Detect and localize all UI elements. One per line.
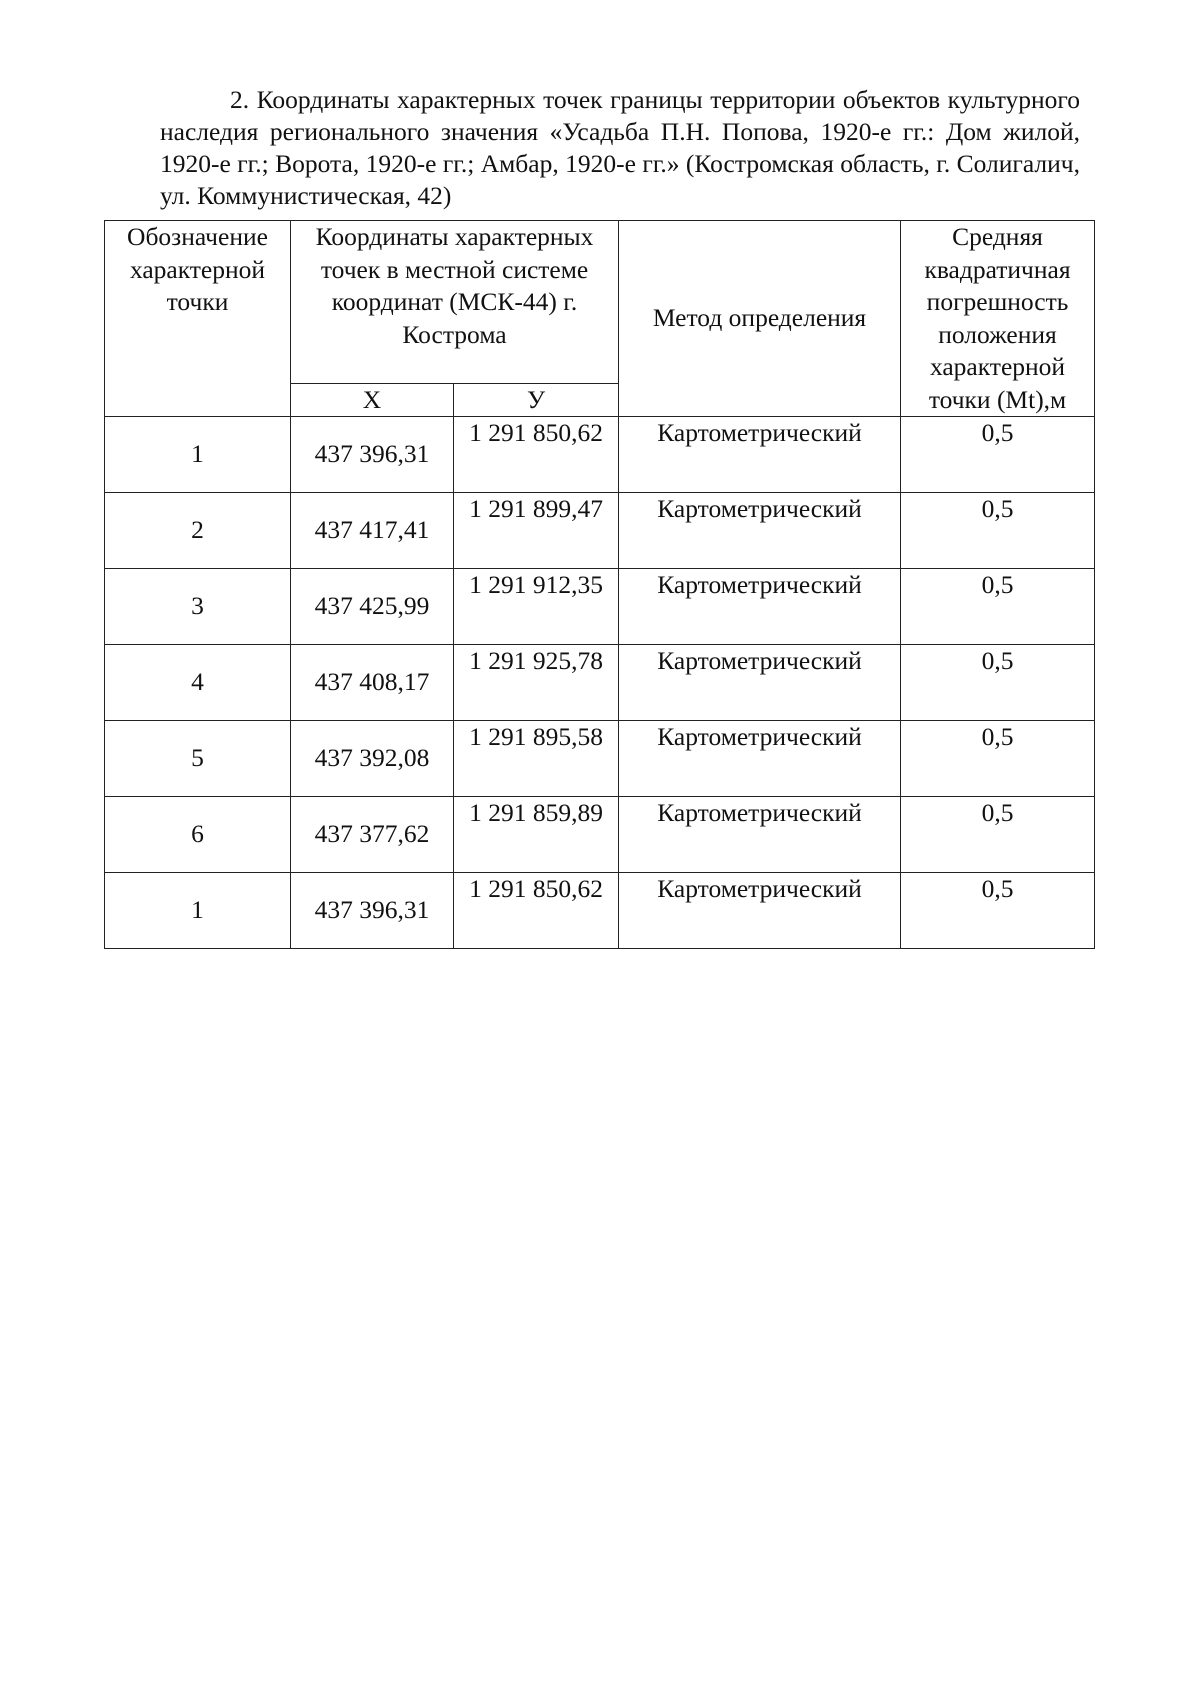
document-heading: 2. Координаты характерных точек границы территории объектов культурного наследия регионального значения «Усадьба П.Н. Попова, 1920-е гг.: Дом жилой, 1920-е гг.; Ворота, 1920-е гг.; Амбар, 1920-е гг.» (Костромская область, г. Солигалич, ул. Коммунистическая, 42) [160,84,1080,210]
table-row [105,569,1095,645]
point-cell: 5 [105,721,291,797]
method-cell: Картометрический [619,721,901,797]
header-y: У [454,383,619,417]
error-cell: 0,5 [901,645,1095,721]
method-cell: Картометрический [619,417,901,493]
error-cell: 0,5 [901,797,1095,873]
error-cell: 0,5 [901,721,1095,797]
point-cell: 6 [105,797,291,873]
table-row [105,797,1095,873]
x-coordinate-cell: 437 425,99 [291,569,454,645]
y-coordinate-cell: 1 291 899,47 [454,493,619,569]
y-coordinate-cell: 1 291 859,89 [454,797,619,873]
method-cell: Картометрический [619,645,901,721]
error-cell: 0,5 [901,569,1095,645]
point-cell: 3 [105,569,291,645]
y-coordinate-cell: 1 291 850,62 [454,417,619,493]
x-coordinate-cell: 437 396,31 [291,873,454,949]
y-coordinate-cell: 1 291 912,35 [454,569,619,645]
header-coordinates: Координаты характерных точек в местной системе координат (МСК-44) г. Кострома [291,221,619,384]
table-row [105,645,1095,721]
x-coordinate-cell: 437 408,17 [291,645,454,721]
x-coordinate-cell: 437 392,08 [291,721,454,797]
method-cell: Картометрический [619,569,901,645]
header-x: Х [291,383,454,417]
method-cell: Картометрический [619,493,901,569]
coordinates-table [104,220,1095,949]
point-cell: 4 [105,645,291,721]
x-coordinate-cell: 437 377,62 [291,797,454,873]
table-row [105,417,1095,493]
point-cell: 1 [105,417,291,493]
x-coordinate-cell: 437 417,41 [291,493,454,569]
x-coordinate-cell: 437 396,31 [291,417,454,493]
method-cell: Картометрический [619,873,901,949]
y-coordinate-cell: 1 291 895,58 [454,721,619,797]
table-row [105,721,1095,797]
header-method: Метод определения [619,221,901,417]
point-cell: 2 [105,493,291,569]
header-error: Средняя квадратичная погрешность положения характерной точки (Mt),м [901,221,1095,417]
error-cell: 0,5 [901,417,1095,493]
error-cell: 0,5 [901,873,1095,949]
error-cell: 0,5 [901,493,1095,569]
point-cell: 1 [105,873,291,949]
header-point: Обозначение характерной точки [105,221,291,417]
y-coordinate-cell: 1 291 925,78 [454,645,619,721]
table-row [105,493,1095,569]
table-body [105,417,1095,949]
table-row [105,873,1095,949]
method-cell: Картометрический [619,797,901,873]
y-coordinate-cell: 1 291 850,62 [454,873,619,949]
